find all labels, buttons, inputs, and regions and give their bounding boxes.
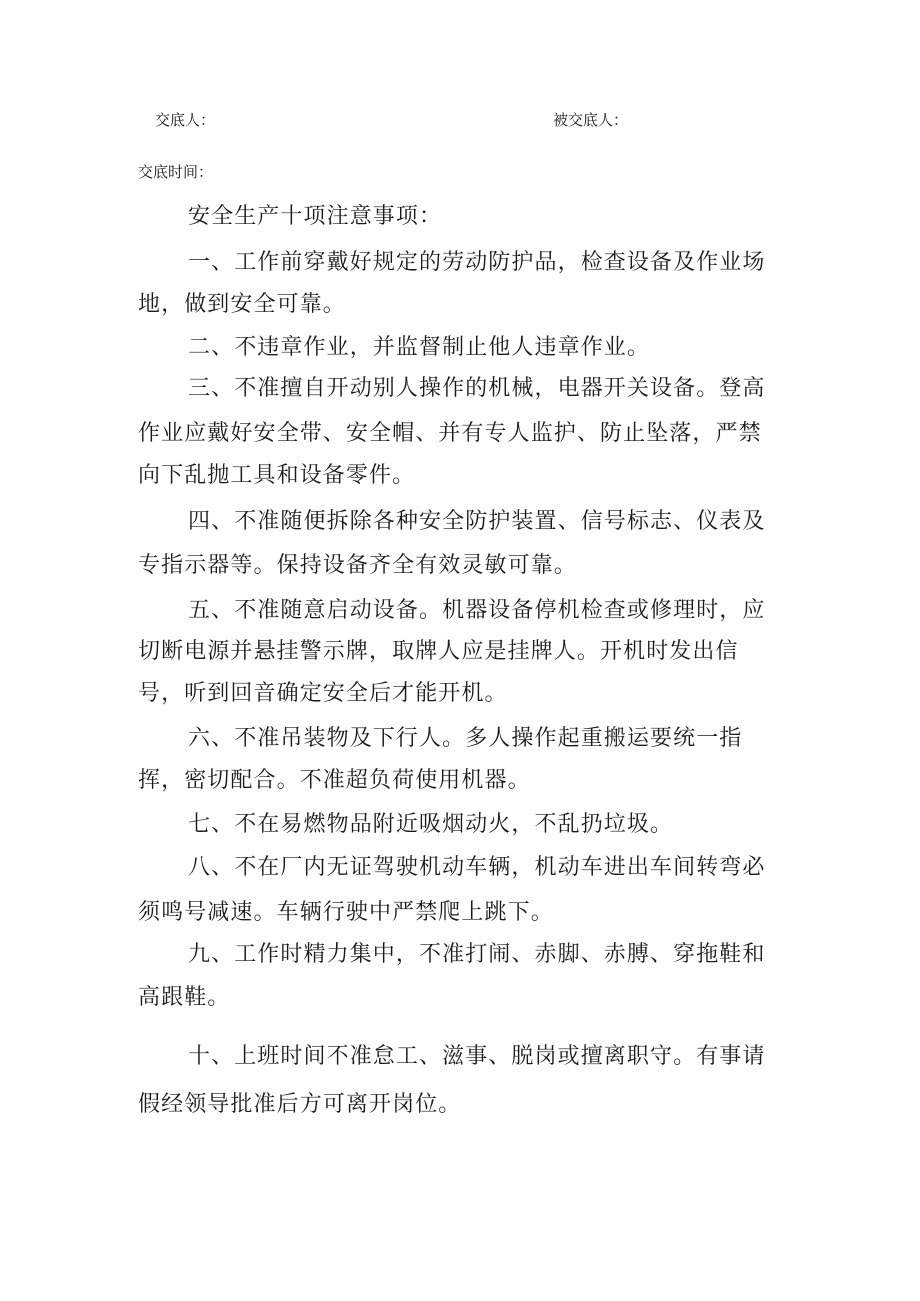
item-1-line-2: 地，做到安全可靠。 xyxy=(138,292,346,317)
discloser-label: 交底人： xyxy=(155,111,216,129)
item-1-line-1: 一、工作前穿戴好规定的劳动防护品，检查设备及作业场 xyxy=(188,250,766,275)
item-9-line-2: 高跟鞋。 xyxy=(138,985,231,1010)
item-6-line-2: 挥，密切配合。不准超负荷使用机器。 xyxy=(138,768,531,793)
item-2-line-1: 二、不违章作业，并监督制止他人违章作业。 xyxy=(188,335,651,360)
item-4-line-2: 专指示器等。保持设备齐全有效灵敏可靠。 xyxy=(138,553,577,578)
item-3-line-2: 作业应戴好安全带、安全帽、并有专人监护、防止坠落，严禁 xyxy=(138,421,762,446)
item-4-line-1: 四、不准随便拆除各种安全防护装置、信号标志、仪表及 xyxy=(188,509,766,534)
disclosure-time-label: 交底时间： xyxy=(138,163,214,181)
item-5-line-3: 号，听到回音确定安全后才能开机。 xyxy=(138,681,508,706)
item-8-line-1: 八、不在厂内无证驾驶机动车辆，机动车进出车间转弯必 xyxy=(188,855,766,880)
item-6-line-1: 六、不准吊装物及下行人。多人操作起重搬运要统一指 xyxy=(188,726,743,751)
item-7-line-1: 七、不在易燃物品附近吸烟动火，不乱扔垃圾。 xyxy=(188,812,674,837)
recipient-label: 被交底人： xyxy=(553,111,629,129)
item-10-line-2: 假经领导批准后方可离开岗位。 xyxy=(138,1092,462,1117)
document-title: 安全生产十项注意事项： xyxy=(188,204,443,229)
item-5-line-2: 切断电源并悬挂警示牌，取牌人应是挂牌人。开机时发出信 xyxy=(138,639,739,664)
item-3-line-1: 三、不准擅自开动别人操作的机械，电器开关设备。登高 xyxy=(188,376,766,401)
item-8-line-2: 须鸣号减速。车辆行驶中严禁爬上跳下。 xyxy=(138,900,554,925)
item-5-line-1: 五、不准随意启动设备。机器设备停机检查或修理时，应 xyxy=(188,598,766,623)
item-10-line-1: 十、上班时间不准怠工、滋事、脱岗或擅离职守。有事请 xyxy=(188,1044,766,1069)
item-3-line-3: 向下乱抛工具和设备零件。 xyxy=(138,463,416,488)
item-9-line-1: 九、工作时精力集中，不准打闹、赤脚、赤膊、穿拖鞋和 xyxy=(188,942,766,967)
